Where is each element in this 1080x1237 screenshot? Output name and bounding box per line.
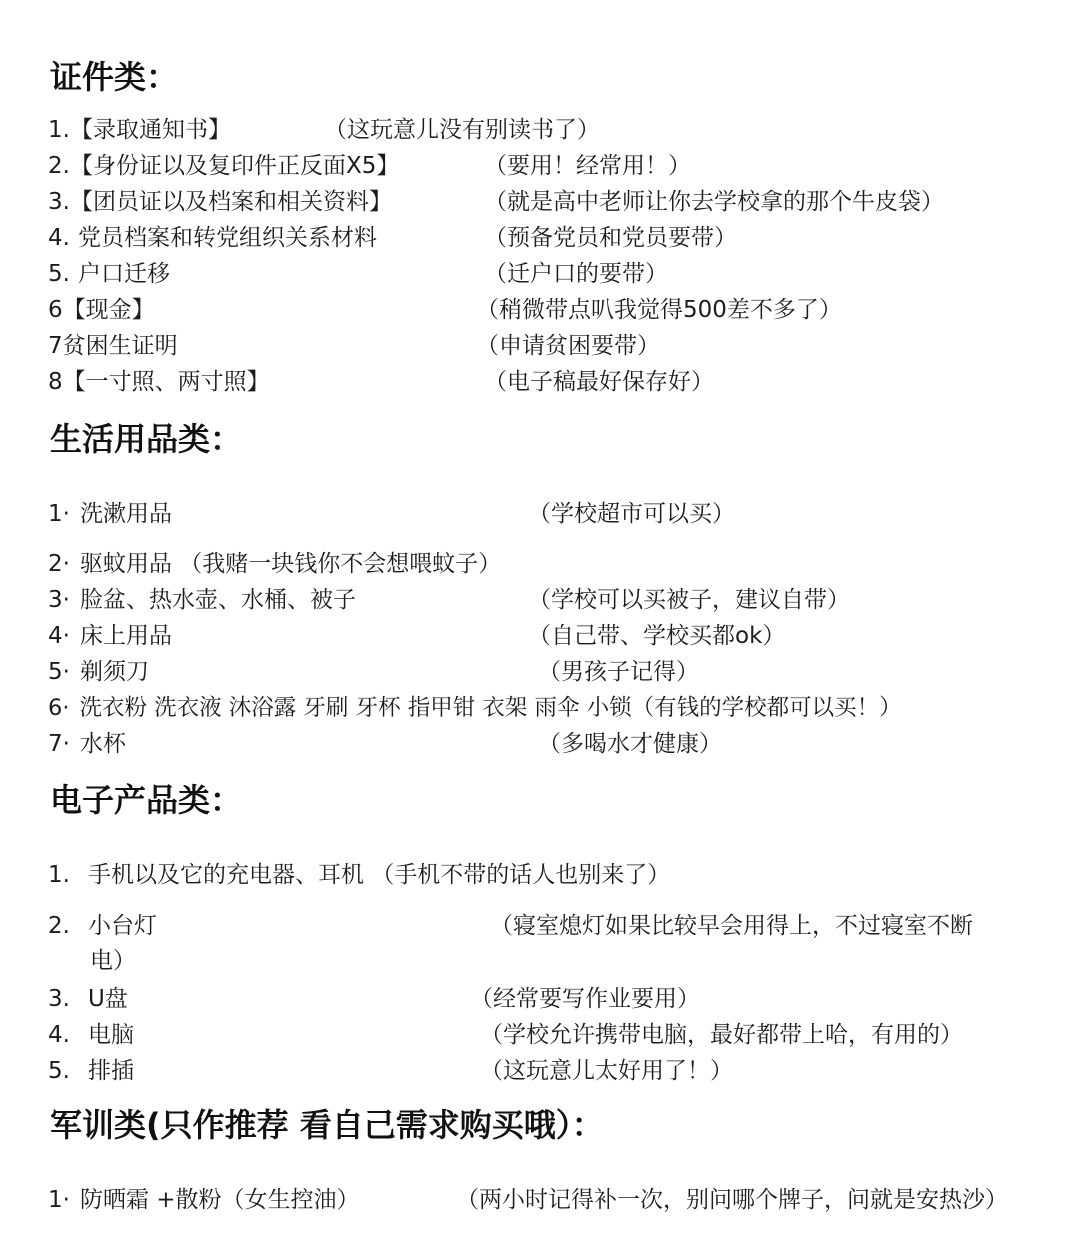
list-item (48, 657, 149, 687)
item-label: U盘 (87, 986, 128, 1012)
item-number: 1· (48, 501, 70, 527)
list-item (48, 187, 392, 217)
item-number: 3. (48, 986, 70, 1012)
item-note: （多喝水才健康） (538, 731, 722, 757)
section-heading-documents: 证件类： (50, 58, 179, 96)
list-item (48, 729, 126, 759)
list-item (48, 549, 501, 579)
item-note: （自己带、学校买都ok） (528, 623, 786, 649)
item-number: 2· (48, 551, 70, 577)
list-item (48, 151, 399, 181)
item-label: 电脑 (87, 1022, 134, 1048)
item-number: 2. (48, 913, 70, 939)
item-note: （学校允许携带电脑，最好都带上哈，有用的） (480, 1022, 963, 1048)
item-label: 排插 (87, 1058, 134, 1084)
item-number: 1. (48, 862, 70, 888)
list-item (48, 295, 155, 325)
item-note: （这玩意儿没有别读书了） (324, 117, 600, 143)
item-number: 4· (48, 623, 70, 649)
item-note: （电子稿最好保存好） (484, 369, 714, 395)
list-item (48, 693, 902, 723)
item-label: 手机以及它的充电器、耳机 （手机不带的话人也别来了） (87, 862, 671, 888)
item-number: 4. (48, 1022, 70, 1048)
item-label: 【身份证以及复印件正反面X5】 (69, 153, 400, 179)
item-number: 1· (48, 1187, 70, 1213)
item-note: （男孩子记得） (538, 659, 699, 685)
item-number: 4. (48, 225, 70, 251)
item-note: （学校可以买被子，建议自带） (528, 587, 850, 613)
item-label: 户口迁移 (77, 261, 170, 287)
item-label: 水杯 (79, 731, 126, 757)
item-note: （两小时记得补一次，别问哪个牌子，问就是安热沙） (456, 1187, 1008, 1213)
item-number: 8 (48, 369, 63, 395)
list-item (48, 223, 377, 253)
item-note: （这玩意儿太好用了！） (480, 1058, 733, 1084)
item-note: （寝室熄灯如果比较早会用得上，不过寝室不断 (490, 913, 973, 939)
section-heading-daily-items: 生活用品类： (50, 420, 243, 458)
item-label: 脸盆、热水壶、水桶、被子 (79, 587, 356, 613)
item-note: （学校超市可以买） (528, 501, 735, 527)
section-heading-electronics: 电子产品类： (50, 781, 243, 819)
item-label: 【录取通知书】 (69, 117, 231, 143)
list-item (48, 984, 128, 1014)
list-item (48, 860, 670, 890)
item-note: （就是高中老师让你去学校拿的那个牛皮袋） (484, 189, 944, 215)
item-note: （申请贫困要带） (476, 333, 660, 359)
item-note: （预备党员和党员要带） (484, 225, 737, 251)
list-item (48, 367, 270, 397)
item-label: 洗衣粉 洗衣液 沐浴露 牙刷 牙杯 指甲钳 衣架 雨伞 小锁（有钱的学校都可以买！） (79, 695, 902, 721)
item-number: 3. (48, 189, 70, 215)
item-number: 2. (48, 153, 70, 179)
list-item (48, 1185, 360, 1215)
item-number: 7 (48, 333, 63, 359)
item-label: 【团员证以及档案和相关资料】 (69, 189, 392, 215)
item-number: 3· (48, 587, 70, 613)
list-item (48, 331, 178, 361)
list-item (48, 115, 231, 145)
list-item (48, 499, 172, 529)
item-label: 防晒霜 +散粉（女生控油） (79, 1187, 360, 1213)
item-note: （要用！经常用！） (484, 153, 691, 179)
list-item (48, 911, 157, 941)
item-note: （稍微带点叭我觉得500差不多了） (476, 297, 842, 323)
item-label: 驱蚊用品 （我赌一块钱你不会想喂蚊子） (79, 551, 502, 577)
section-heading-military-training: 军训类(只作推荐 看自己需求购买哦）： (50, 1106, 604, 1144)
item-number: 6 (48, 297, 63, 323)
item-number: 5. (48, 1058, 70, 1084)
list-item (48, 1020, 134, 1050)
item-note-continuation: 电） (90, 948, 136, 974)
item-number: 5. (48, 261, 70, 287)
item-label: 党员档案和转党组织关系材料 (77, 225, 377, 251)
list-item (48, 1056, 134, 1086)
list-item (48, 259, 170, 289)
item-label: 贫困生证明 (62, 333, 178, 359)
item-label: 小台灯 (87, 913, 157, 939)
list-item (48, 621, 172, 651)
item-number: 6· (48, 695, 70, 721)
item-label: 床上用品 (79, 623, 172, 649)
item-number: 1. (48, 117, 70, 143)
item-note: （经常要写作业要用） (470, 986, 700, 1012)
item-number: 7· (48, 731, 70, 757)
item-label: 【现金】 (62, 297, 155, 323)
list-item (48, 585, 356, 615)
item-note: （迁户口的要带） (484, 261, 668, 287)
item-number: 5· (48, 659, 70, 685)
item-label: 【一寸照、两寸照】 (62, 369, 270, 395)
item-label: 洗漱用品 (79, 501, 172, 527)
item-label: 剃须刀 (79, 659, 149, 685)
